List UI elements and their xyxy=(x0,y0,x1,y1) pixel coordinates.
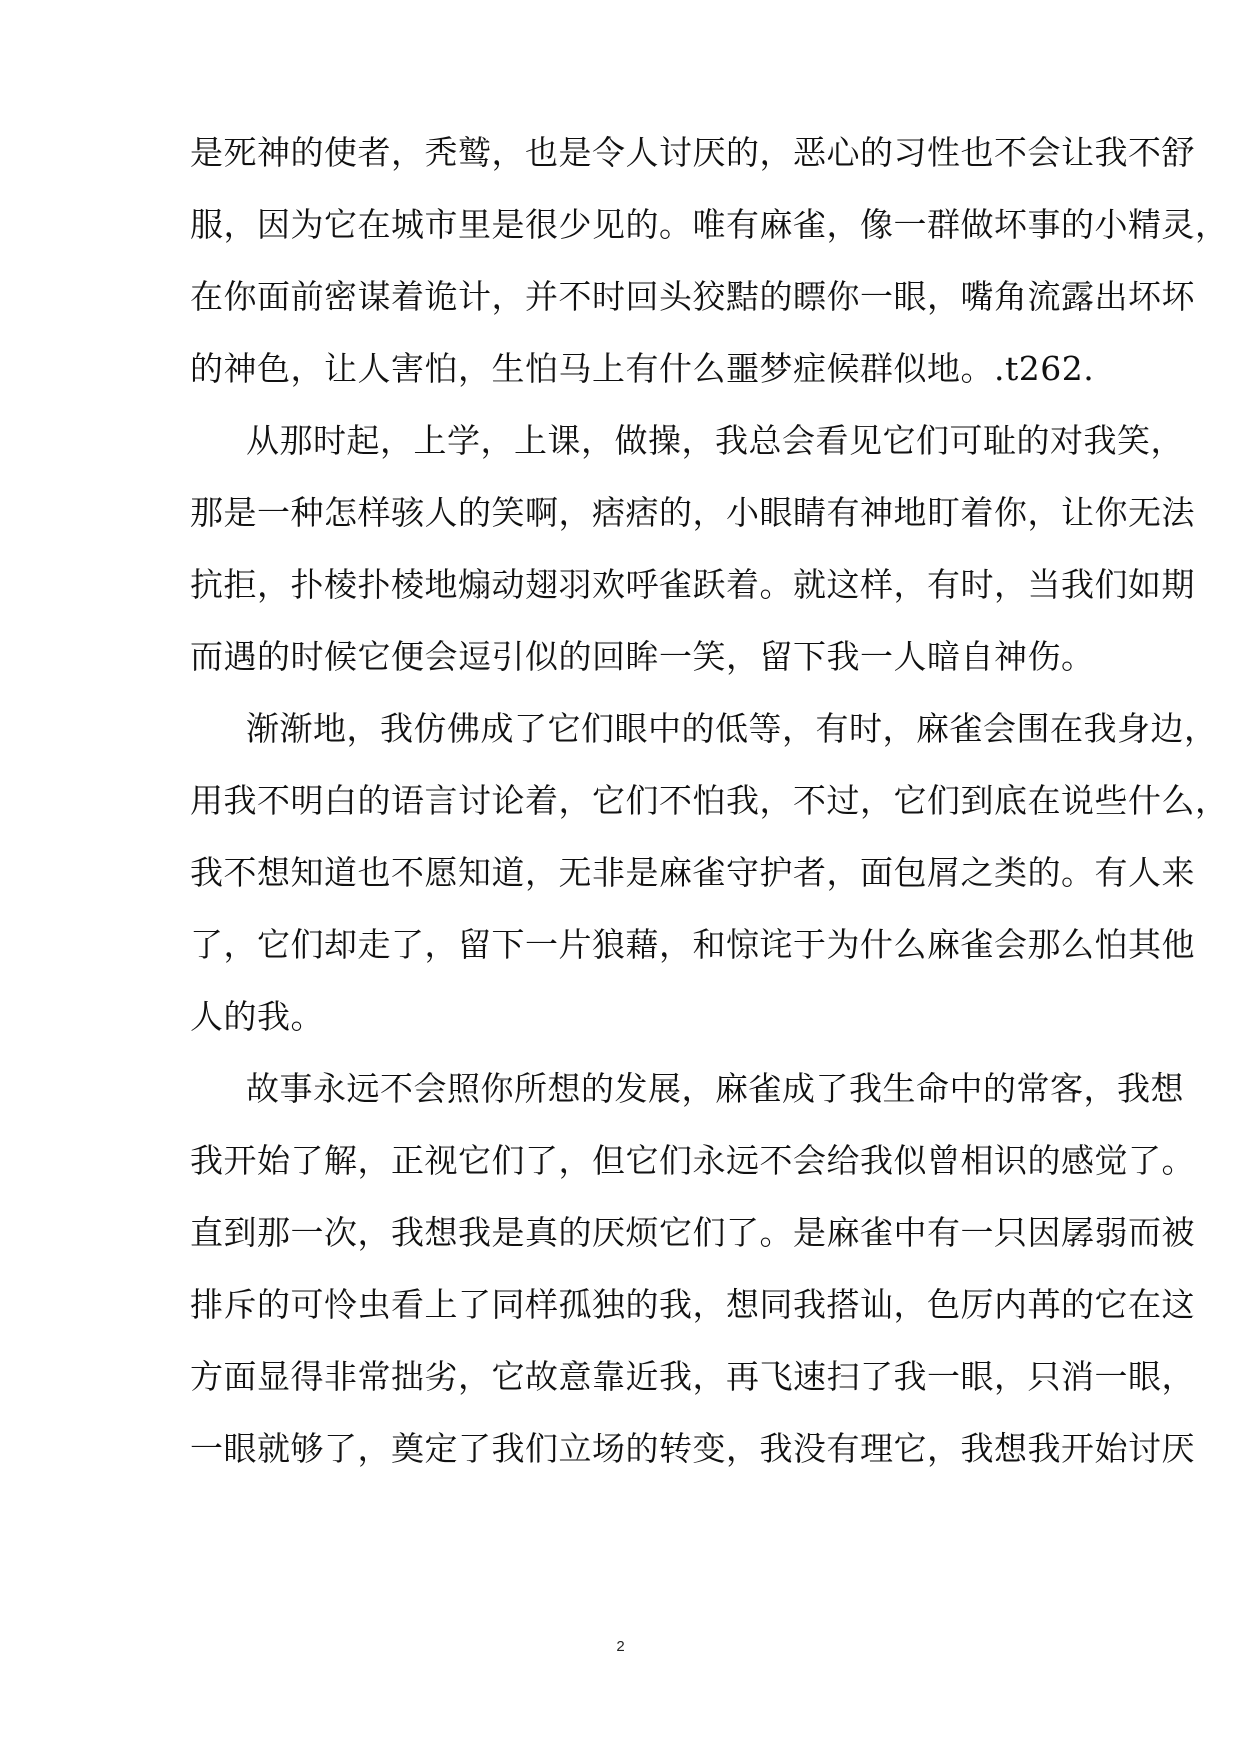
paragraph-first-line: 故事永远不会照你所想的发展，麻雀成了我生命中的常客，我想 xyxy=(246,1069,1184,1108)
text-line: 的神色，让人害怕，生怕马上有什么噩梦症候群似地。.t262. xyxy=(190,349,1095,388)
text-line: 我不想知道也不愿知道，无非是麻雀守护者，面包屑之类的。有人来 xyxy=(190,853,1195,892)
text-line: 在你面前密谋着诡计，并不时回头狡黠的瞟你一眼，嘴角流露出坏坏 xyxy=(190,277,1195,316)
paragraph-first-line: 从那时起，上学，上课，做操，我总会看见它们可耻的对我笑， xyxy=(246,421,1184,460)
text-line: 是死神的使者，秃鹫，也是令人讨厌的，恶心的习性也不会让我不舒 xyxy=(190,133,1195,172)
text-line: 方面显得非常拙劣，它故意靠近我，再飞速扫了我一眼，只消一眼， xyxy=(190,1357,1195,1396)
text-line: 抗拒，扑棱扑棱地煽动翅羽欢呼雀跃着。就这样，有时，当我们如期 xyxy=(190,565,1195,604)
text-line: 排斥的可怜虫看上了同样孤独的我，想同我搭讪，色厉内苒的它在这 xyxy=(190,1285,1195,1324)
text-line: 人的我。 xyxy=(190,997,324,1036)
text-line: 用我不明白的语言讨论着，它们不怕我，不过，它们到底在说些什么， xyxy=(190,781,1229,820)
text-line: 我开始了解，正视它们了，但它们永远不会给我似曾相识的感觉了。 xyxy=(190,1141,1195,1180)
page-number: 2 xyxy=(616,1638,625,1655)
text-line: 直到那一次，我想我是真的厌烦它们了。是麻雀中有一只因孱弱而被 xyxy=(190,1213,1195,1252)
text-line: 了，它们却走了，留下一片狼藉，和惊诧于为什么麻雀会那么怕其他 xyxy=(190,925,1195,964)
paragraph-first-line: 渐渐地，我仿佛成了它们眼中的低等，有时，麻雀会围在我身边， xyxy=(246,709,1218,748)
text-line: 一眼就够了，奠定了我们立场的转变，我没有理它，我想我开始讨厌 xyxy=(190,1429,1195,1468)
text-line: 而遇的时候它便会逗引似的回眸一笑，留下我一人暗自神伤。 xyxy=(190,637,1095,676)
text-line: 服，因为它在城市里是很少见的。唯有麻雀，像一群做坏事的小精灵， xyxy=(190,205,1229,244)
text-line: 那是一种怎样骇人的笑啊，痞痞的，小眼睛有神地盯着你，让你无法 xyxy=(190,493,1195,532)
